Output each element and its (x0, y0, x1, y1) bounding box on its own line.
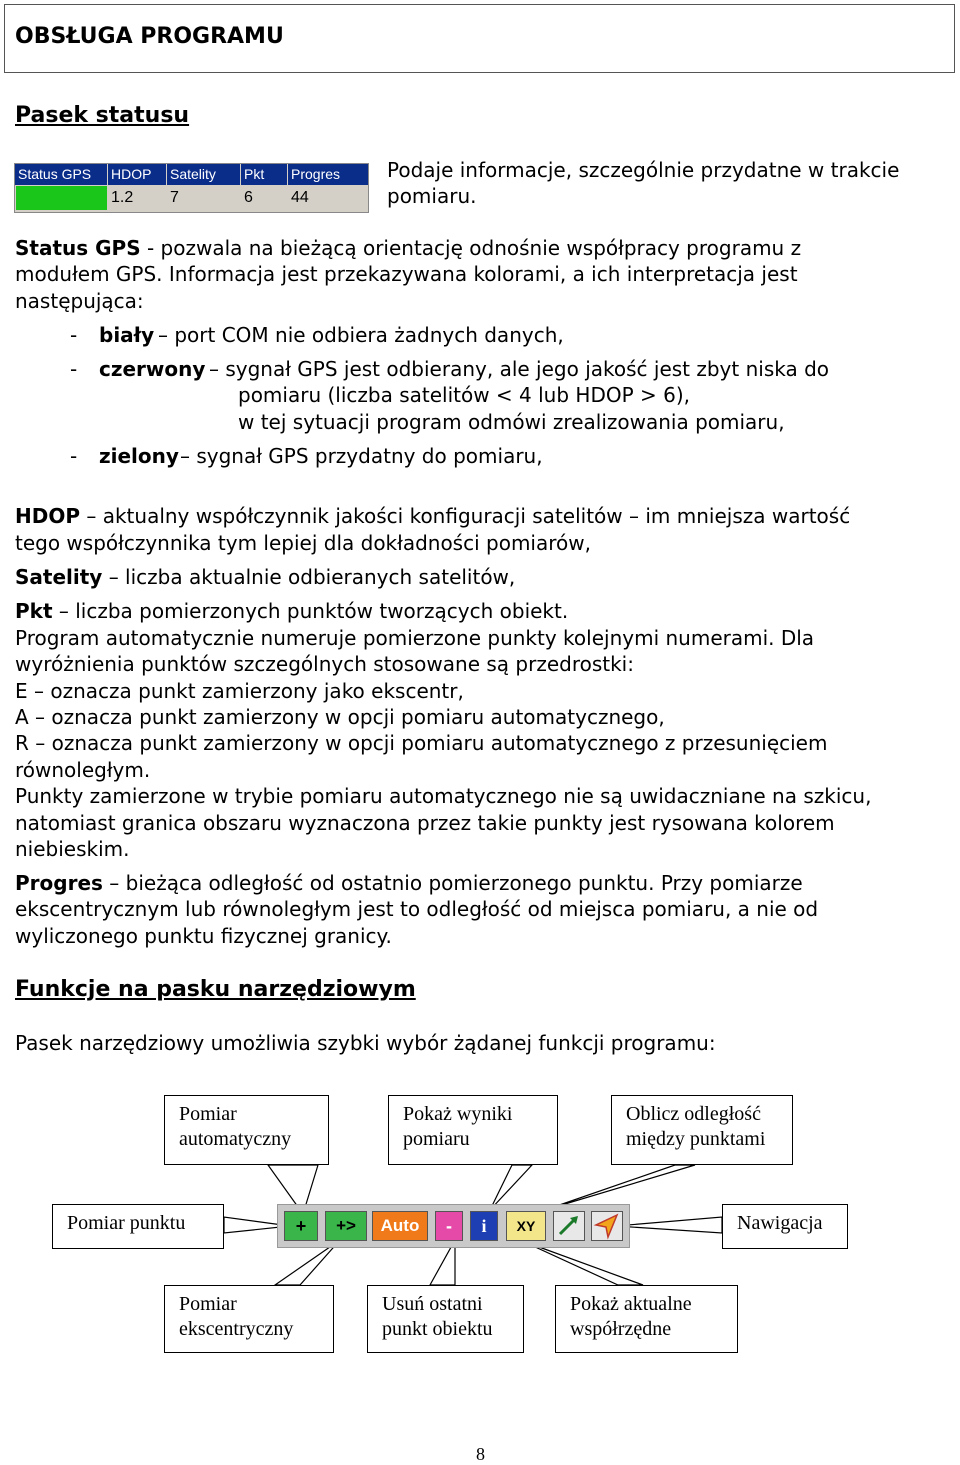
callout-eccentric: Pomiar ekscentryczny (164, 1285, 334, 1353)
show-results-button[interactable]: i (470, 1211, 498, 1241)
statusbar-value-pkt: 6 (244, 189, 253, 206)
status-gps-line2: modułem GPS. Informacja jest przekazywana kolorami, a ich interpretacja jest (15, 262, 798, 286)
callout-auto: Pomiar automatyczny (164, 1095, 329, 1165)
bullet-red-cont1: pomiaru (liczba satelitów < 4 lub HDOP > 6), (238, 383, 691, 407)
hdop-line2: tego współczynnika tym lepiej dla dokładności pomiarów, (15, 531, 591, 555)
progres-paragraph: Progres – bieżąca odległość od ostatnio pomierzonego punktu. Przy pomiarze (15, 871, 803, 895)
connector-navigation (616, 1217, 722, 1233)
status-gps-text: - pozwala na bieżącą orientację odnośnie współpracy programu z (140, 236, 802, 260)
pkt-line: E – oznacza punkt zamierzony jako ekscentr, (15, 679, 464, 703)
progres-line2: ekscentrycznym lub równoległym jest to odległość od miejsca pomiaru, a nie od (15, 897, 819, 921)
statusbar-header-progres: Progres (288, 164, 368, 185)
pkt-term: Pkt (15, 599, 53, 623)
pkt-paragraph: Pkt – liczba pomierzonych punktów tworzących obiekt. (15, 599, 569, 623)
bullet-green-text: – sygnał GPS przydatny do pomiaru, (180, 444, 543, 468)
bullet-red-cont2: w tej sytuacji program odmówi zrealizowania pomiaru, (238, 410, 785, 434)
pkt-line: R – oznacza punkt zamierzony w opcji pomiaru automatycznego z przesunięciem (15, 731, 828, 755)
statusbar-header-pkt: Pkt (241, 164, 287, 185)
side-text-line2: pomiaru. (387, 184, 477, 208)
callout-distance: Oblicz odległość między punktami (611, 1095, 793, 1165)
bullet-white: - biały – port COM nie odbiera żadnych danych, (70, 323, 564, 347)
eccentric-measure-button[interactable]: +> (325, 1211, 367, 1241)
statusbar-header-status: Status GPS (15, 164, 107, 185)
side-text-line1: Podaje informacje, szczególnie przydatne w trakcie (387, 158, 900, 182)
satelity-paragraph: Satelity – liczba aktualnie odbieranych satelitów, (15, 565, 516, 589)
delete-last-point-button[interactable]: - (435, 1211, 463, 1241)
pkt-line: wyróżnienia punktów szczególnych stosowane są przedrostki: (15, 652, 634, 676)
callout-navigation: Nawigacja (722, 1204, 848, 1249)
navigation-button[interactable] (591, 1211, 623, 1241)
statusbar-header-hdop: HDOP (108, 164, 166, 185)
page-title: OBSŁUGA PROGRAMU (15, 24, 284, 49)
point-measure-button[interactable]: + (284, 1211, 318, 1241)
section-heading-status: Pasek statusu (15, 103, 190, 128)
bullet-red-term: czerwony (99, 357, 206, 381)
statusbar-value-hdop: 1.2 (111, 189, 134, 206)
pkt-line: Program automatycznie numeruje pomierzone punkty kolejnymi numerami. Dla (15, 626, 815, 650)
show-coordinates-button[interactable]: XY (506, 1211, 546, 1241)
satelity-term: Satelity (15, 565, 103, 589)
callout-point: Pomiar punktu (52, 1204, 224, 1249)
hdop-term: HDOP (15, 504, 80, 528)
callout-coords: Pokaż aktualne współrzędne (555, 1285, 738, 1353)
section-heading-toolbar: Funkcje na pasku narzędziowym (15, 977, 416, 1002)
navigation-arrow-icon (592, 1212, 622, 1240)
status-gps-line3: następująca: (15, 289, 144, 313)
auto-measure-button[interactable]: Auto (372, 1211, 428, 1241)
bullet-white-text: – port COM nie odbiera żadnych danych, (158, 323, 564, 347)
bullet-red-text: – sygnał GPS jest odbierany, ale jego jakość jest zbyt niska do (209, 357, 830, 381)
distance-button[interactable] (553, 1211, 585, 1241)
pkt-line: natomiast granica obszaru wyznaczona przez takie punkty jest rysowana kolorem (15, 811, 835, 835)
statusbar-value-progres: 44 (291, 189, 309, 206)
progres-line3: wyliczonego punktu fizycznej granicy. (15, 924, 392, 948)
toolbar (277, 1204, 630, 1248)
toolbar-intro: Pasek narzędziowy umożliwia szybki wybór żądanej funkcji programu: (15, 1031, 716, 1055)
bullet-green-term: zielony (99, 444, 179, 468)
pkt-line: Punkty zamierzone w trybie pomiaru automatycznego nie są uwidaczniane na szkicu, (15, 784, 872, 808)
progres-term: Progres (15, 871, 103, 895)
statusbar-value-satelity: 7 (170, 189, 179, 206)
pkt-line: A – oznacza punkt zamierzony w opcji pomiaru automatycznego, (15, 705, 665, 729)
page-number: 8 (476, 1444, 485, 1464)
bullet-white-term: biały (99, 323, 155, 347)
bullet-green: - zielony – sygnał GPS przydatny do pomiaru, (70, 444, 543, 468)
measure-distance-icon (554, 1212, 584, 1240)
pkt-line: równoległym. (15, 758, 151, 782)
callout-delete: Usuń ostatni punkt obiektu (367, 1285, 524, 1353)
bullet-red: - czerwony – sygnał GPS jest odbierany, ale jego jakość jest zbyt niska do (70, 357, 830, 381)
hdop-paragraph: HDOP – aktualny współczynnik jakości konfiguracji satelitów – im mniejsza wartość (15, 504, 851, 528)
status-gps-term: Status GPS (15, 236, 141, 260)
statusbar-header-satelity: Satelity (167, 164, 240, 185)
callout-results: Pokaż wyniki pomiaru (388, 1095, 558, 1165)
pkt-line: niebieskim. (15, 837, 130, 861)
